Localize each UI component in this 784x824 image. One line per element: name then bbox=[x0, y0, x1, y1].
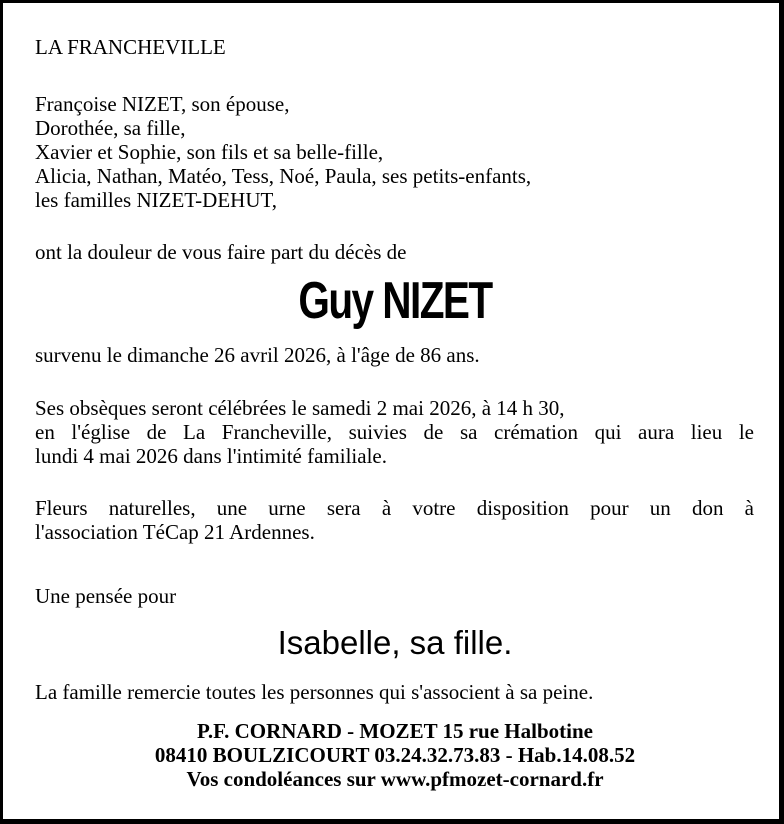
funeral-home-city-phone: 08410 BOULZICOURT 03.24.32.73.83 - Hab.14.08.52 bbox=[154, 743, 636, 767]
family-member-spouse: Françoise NIZET, son épouse, bbox=[35, 92, 290, 116]
tribute-name: Isabelle, sa fille. bbox=[277, 624, 513, 661]
death-details: survenu le dimanche 26 avril 2026, à l'âge de 86 ans. bbox=[35, 343, 480, 367]
announcement-text: ont la douleur de vous faire part du décès de bbox=[35, 240, 407, 264]
funeral-details-line-2: en l'église de La Francheville, suivies de sa crémation qui aura lieu le bbox=[35, 420, 754, 444]
funeral-details-line-3: lundi 4 mai 2026 dans l'intimité familiale. bbox=[35, 444, 387, 468]
funeral-home-website: Vos condoléances sur www.pfmozet-cornard.fr bbox=[186, 767, 604, 791]
deceased-name: Guy NIZET bbox=[298, 272, 492, 330]
flowers-line-2: l'association TéCap 21 Ardennes. bbox=[35, 520, 315, 544]
tribute-intro: Une pensée pour bbox=[35, 584, 177, 608]
flowers-line-1: Fleurs naturelles, une urne sera à votre disposition pour un don à bbox=[35, 496, 754, 520]
town-heading: LA FRANCHEVILLE bbox=[35, 35, 226, 59]
funeral-details-line-1: Ses obsèques seront célébrées le samedi 2 mai 2026, à 14 h 30, bbox=[35, 396, 565, 420]
family-member-grandchildren: Alicia, Nathan, Matéo, Tess, Noé, Paula, ses petits-enfants, bbox=[35, 164, 532, 188]
family-member-daughter: Dorothée, sa fille, bbox=[35, 116, 186, 140]
funeral-home-name-address: P.F. CORNARD - MOZET 15 rue Halbotine bbox=[197, 719, 593, 743]
funeral-home-block bbox=[3, 719, 784, 791]
thanks-text: La famille remercie toutes les personnes qui s'associent à sa peine. bbox=[35, 680, 594, 704]
family-member-families: les familles NIZET-DEHUT, bbox=[35, 188, 278, 212]
family-member-son: Xavier et Sophie, son fils et sa belle-fille, bbox=[35, 140, 384, 164]
